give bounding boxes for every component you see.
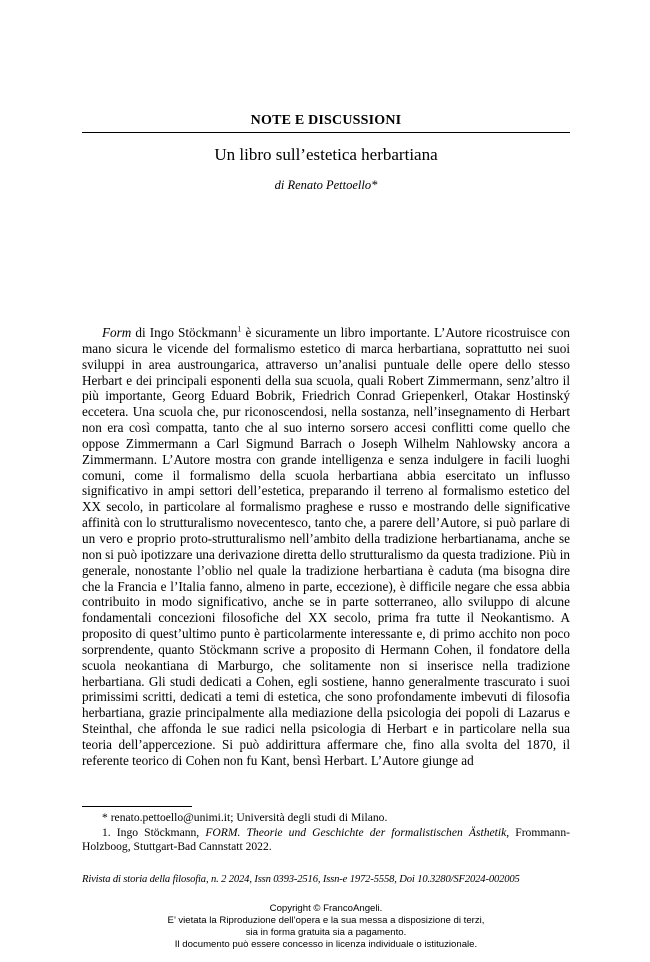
lead-text: di Ingo Stöckmann (131, 325, 238, 340)
copyright-line-1: Copyright © FrancoAngeli. (269, 903, 383, 914)
copyright-line-2: E’ vietata la Riproduzione dell’opera e la sua messa a disposizione di terzi, (167, 915, 485, 926)
body-paragraph: è sicuramente un libro importante. L’Autore ricostruisce con mano sicura le vicende del formalismo estetico di marca herbartiana, soprattutto nei suoi sviluppi in area austroungarica, attraverso un’analisi puntuale delle opere dello stesso Herbart e dei principali esponenti della sua scuola, quali Robert Zimmermann, senz’altro il più importante, Georg Eduard Bobrik, Friedrich Conrad Griepenkerl, Otakar Hostinský eccetera. Una scuola che, pur riconoscendosi, nella sostanza, nell’insegnamento di Herbart non era così compatta, tanto che al suo interno sorsero accesi conflitti come quello che oppose Zimmermann a Carl Sigmund Barrach o Joseph Wilhelm Nahlowsky ancora a Zimmermann. L’Autore mostra con grande intelligenza e senza indulgere in facili luoghi comuni, come il formalismo della scuola herbartiana abbia esercitato un influsso significativo in ampi settori dell’estetica, preparando il terreno al formalismo estetico del XX secolo, in particolare al formalismo praghese e russo e mostrando delle significative affinità con lo strutturalismo novecentesco, tanto che, a parere dell’Autore, si può parlare di un vero e proprio proto-strutturalismo nell’ambito della tradizione herbartianama, anche se non si può ipotizzare una derivazione diretta dello strutturalismo da questa tradizione. Più in generale, nonostante l’oblio nel quale la tradizione herbartiana è caduta (ma bisogna dire che la Francia e l’Italia fanno, almeno in parte, eccezione), è difficile negare che essa abbia contribuito in modo significativo, anche se in parte sotterraneo, allo sviluppo di alcune fondamentali concezioni filosofiche del XX secolo, prima fra tutte il Neokantismo. A proposito di quest’ultimo punto è particolarmente interessante e, di primo acchito non poco sorprendente, quanto Stöckmann scrive a proposito di Hermann Cohen, il fondatore della scuola neokantiana di Marburgo, che solitamente non si inserisce nella tradizione herbartiana. Gli studi dedicati a Cohen, egli sostiene, hanno generalmente trascurato i suoi primissimi scritti, dedicati a temi di estetica, che sono profondamente imbevuti di filosofia herbartiana, grazie principalmente alla mediazione della psicologia dei popoli di Lazarus e Steinthal, che affonda le sue radici nella psicologia di Herbart e in particolare nella sua teoria dell’appercezione. Si può addirittura affermare che, fino alla svolta del 1870, il referente teorico di Cohen non fu Kant, bensì Herbart. L’Autore giunge ad (82, 325, 571, 768)
book-title-italic: Form (102, 325, 132, 340)
footnote-reference: 1 (237, 324, 242, 334)
author-footnote (82, 811, 570, 826)
article-body (82, 325, 570, 769)
footnote-separator (82, 806, 192, 807)
footnote-1 (82, 826, 570, 855)
footnote-1-title: FORM. Theorie und Geschichte der formalistischen Ästhetik (205, 825, 507, 839)
copyright-notice (82, 903, 570, 951)
section-heading: NOTE E DISCUSSIONI (250, 113, 402, 128)
copyright-line-4: Il documento può essere concesso in licenza individuale o istituzionale. (174, 939, 478, 950)
article-title: Un libro sull’estetica herbartiana (214, 145, 438, 164)
journal-citation: Rivista di storia della filosofia, n. 2 2024, Issn 0393-2516, Issn-e 1972-5558, Doi 10.3280/SF2024-002005 (82, 874, 520, 885)
author-byline: di Renato Pettoello* (274, 178, 378, 192)
footnote-1-prefix: 1. Ingo Stöckmann, (102, 825, 206, 839)
author-footnote-text: * renato.pettoello@unimi.it; Università degli studi di Milano. (102, 811, 388, 824)
heading-rule (82, 132, 570, 133)
footnote-1-suffix: , Frommann-Holzboog, Stuttgart-Bad Cannstatt 2022. (82, 825, 570, 853)
footnotes (82, 811, 570, 855)
copyright-line-3: sia in forma gratuita sia a pagamento. (245, 927, 407, 938)
